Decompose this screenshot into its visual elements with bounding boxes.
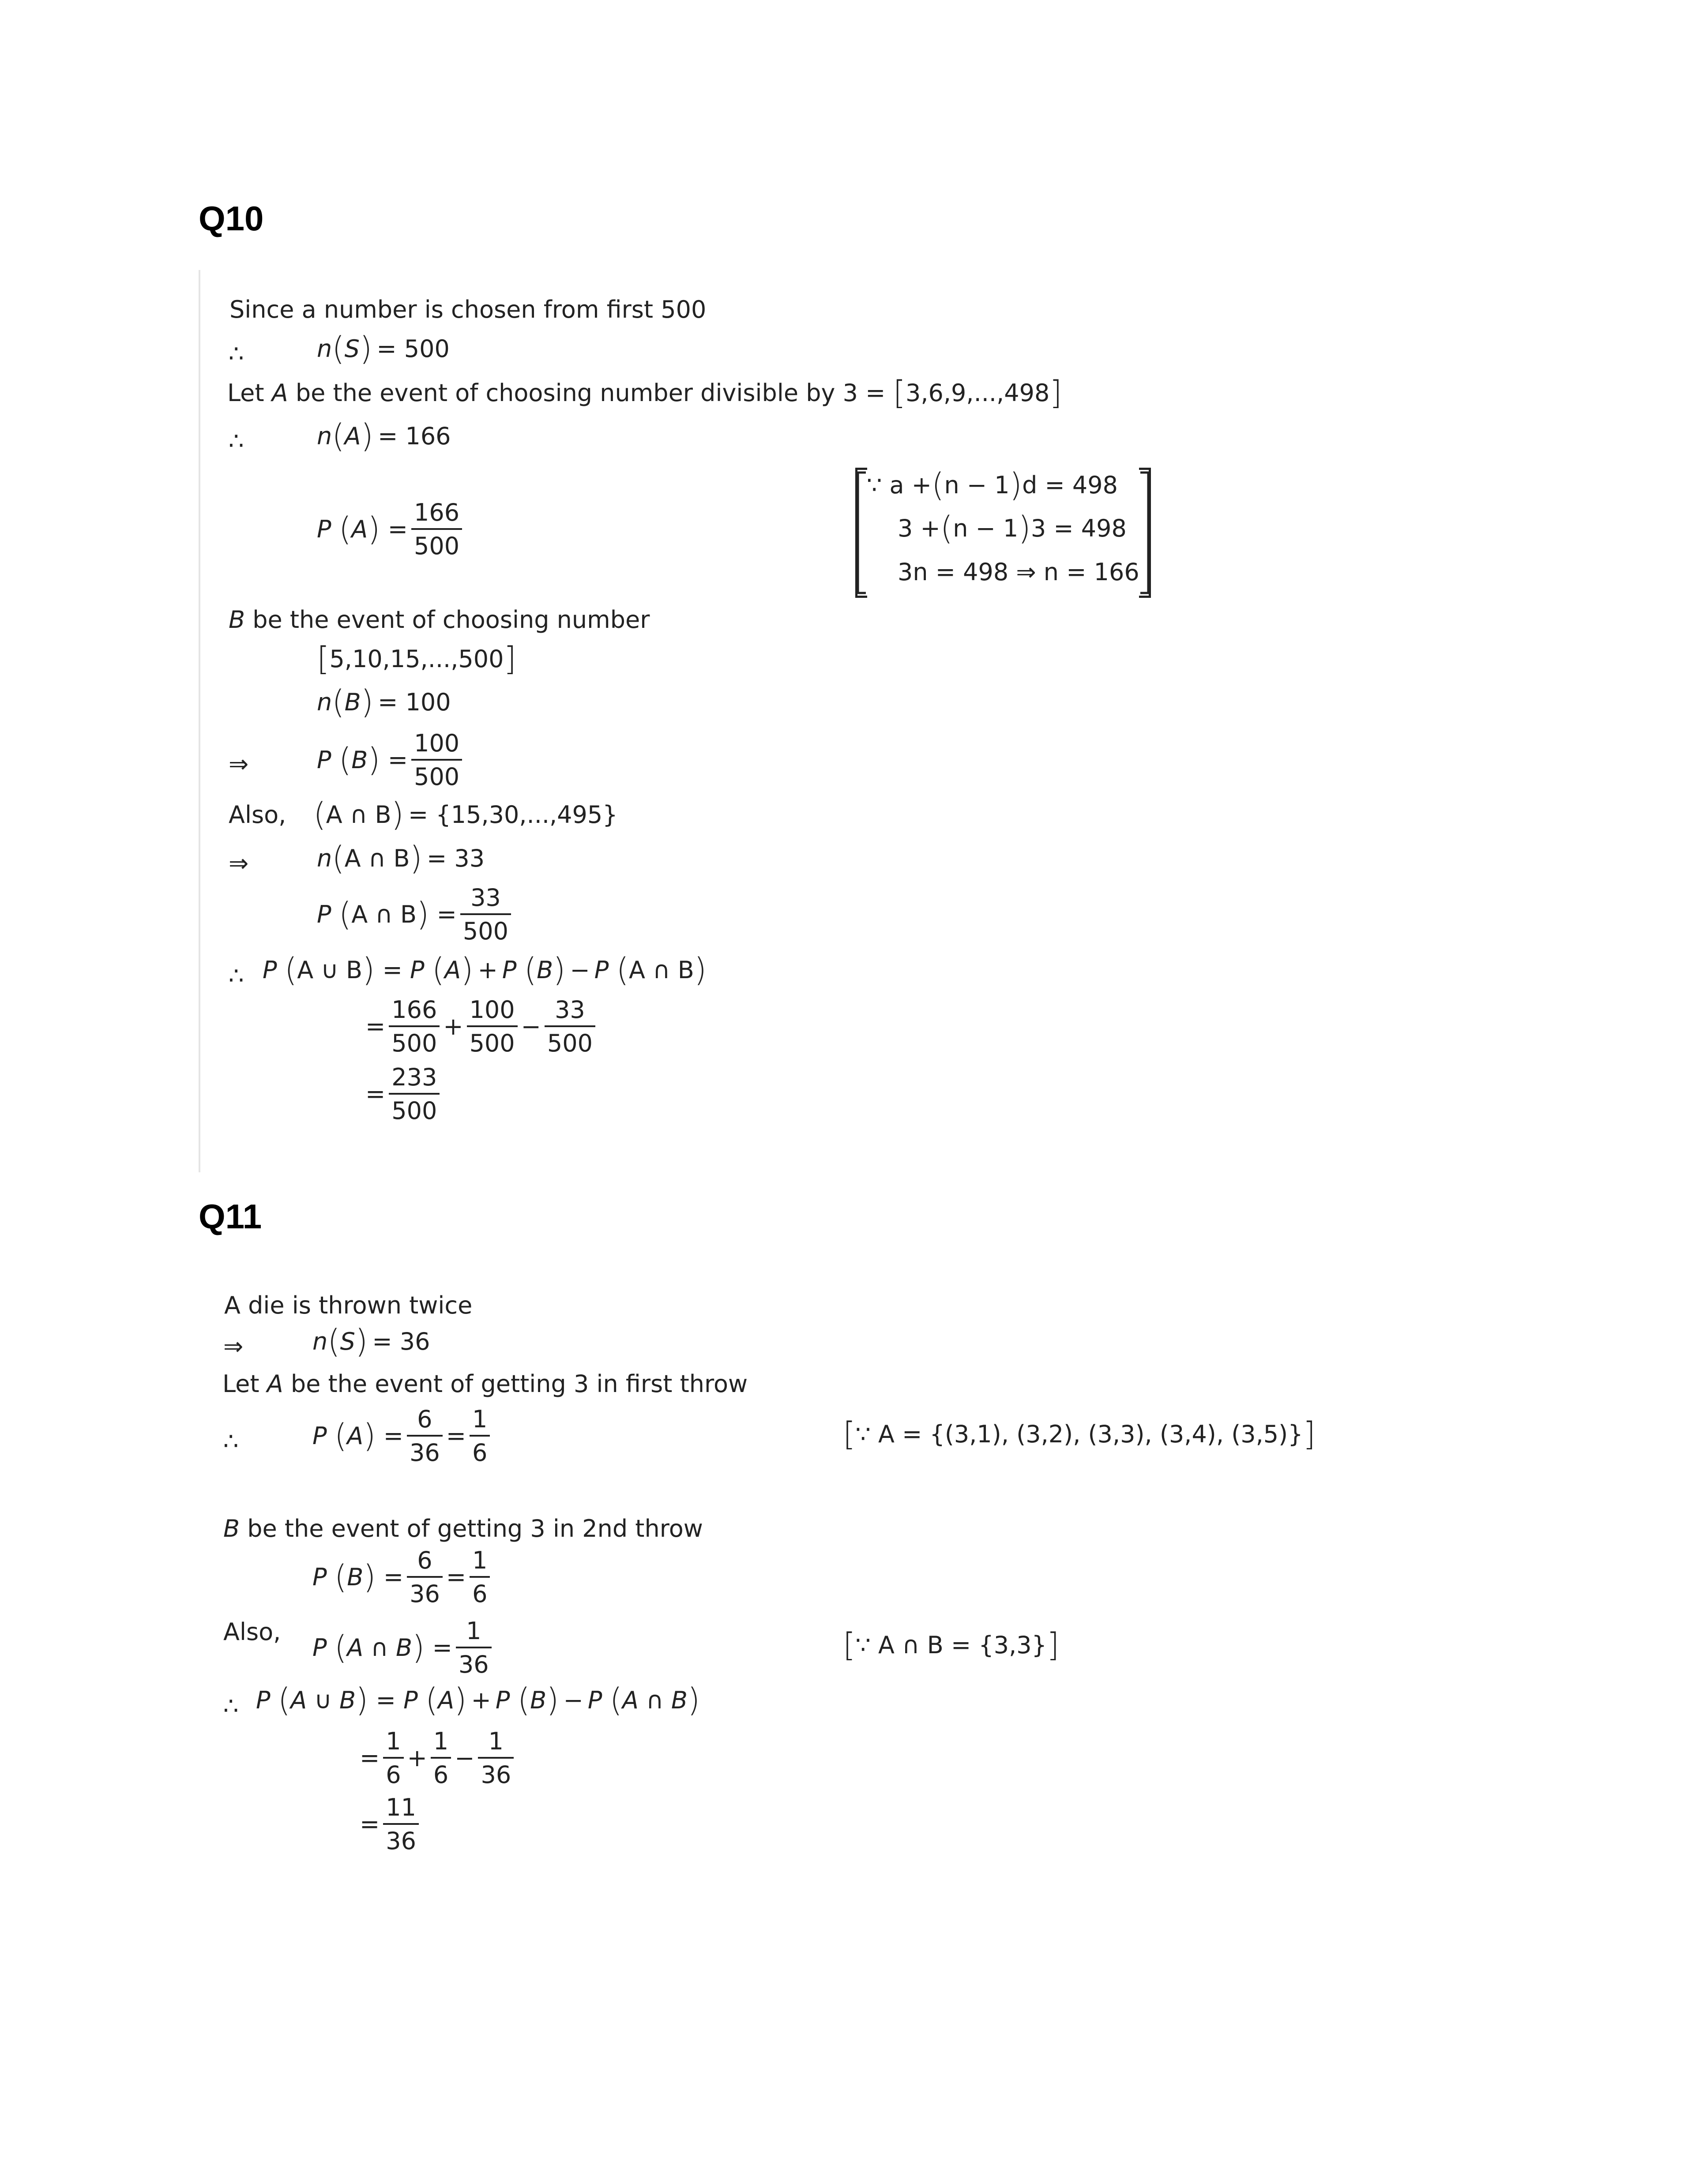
q10-nA-value: = 166 bbox=[378, 422, 451, 450]
q10-side-note bbox=[855, 466, 1151, 596]
q10-set-B: 5,10,15,...,500 bbox=[329, 645, 504, 673]
q10-also: Also, bbox=[229, 801, 286, 829]
q10-set-B-row: [ 5,10,15,...,500 ] bbox=[317, 640, 516, 678]
q10-side-line-1: ∵ a + ( n − 1 ) d = 498 bbox=[867, 466, 1118, 504]
q10-line-3: Let A be the event of choosing number divisible by 3 = [ 3,6,9,...,498 ] bbox=[227, 374, 1062, 412]
q10-nAnB: n ( A ∩ B ) = 33 bbox=[317, 840, 485, 877]
q10-therefore-3: ∴ bbox=[229, 962, 244, 990]
q10-PAnB: P ( A ∩ B ) = $\frac{33}{500}$ bbox=[317, 886, 515, 943]
q10-nS: n ( S ) = 500 bbox=[317, 330, 450, 368]
q10-line-B bbox=[229, 608, 650, 632]
q10-PA-fraction: $\frac{166}{500}$ bbox=[411, 501, 462, 558]
q10-AnB-set: = {15,30,...,495} bbox=[408, 801, 618, 829]
q10-title: Q10 bbox=[199, 199, 264, 238]
q11-side-A: [ ∵ A = {(3,1), (3,2), (3,3), (3,4), (3,5)} ] bbox=[843, 1415, 1316, 1453]
q11-PA: P ( A ) = $\frac{6}{36}$ = $\frac{1}{6}$ bbox=[312, 1407, 493, 1465]
q11-nS-value: = 36 bbox=[372, 1328, 430, 1356]
q11-final-answer: $\frac{11}{36}$ bbox=[383, 1796, 419, 1853]
q11-result-1: = $\frac{1}{6}$ + $\frac{1}{6}$ − $\frac{1}{36}$ bbox=[360, 1730, 517, 1787]
q11-nS: n ( S ) = 36 bbox=[312, 1323, 430, 1360]
q11-event-A-desc: be the event of getting 3 in first throw bbox=[290, 1370, 748, 1398]
q11-event-B-desc: be the event of getting 3 in 2nd throw bbox=[247, 1515, 703, 1542]
q11-side-AnB: [ ∵ A ∩ B = {3,3} ] bbox=[843, 1626, 1060, 1664]
q10-implies-2: ⇒ bbox=[229, 849, 249, 877]
q10-event-A-desc: be the event of choosing number divisible by 3 = bbox=[295, 379, 886, 407]
q11-therefore-2: ∴ bbox=[223, 1692, 239, 1720]
q10-PB: P ( B ) = $\frac{100}{500}$ bbox=[317, 732, 466, 789]
q10-PA: P ( A ) = $\frac{166}{500}$ bbox=[317, 501, 466, 558]
q10-therefore-1: ∴ bbox=[229, 340, 244, 368]
q10-let: Let bbox=[227, 379, 264, 407]
q10-result-1: = $\frac{166}{500}$ + $\frac{100}{500}$ − $\frac{33}{500}$ bbox=[365, 998, 599, 1055]
q10-union-formula: P ( A ∪ B ) = P ( A ) + P ( B ) − P ( A ∩ B ) bbox=[263, 951, 707, 989]
q10-result-2: = $\frac{233}{500}$ bbox=[365, 1066, 443, 1123]
q10-PB-fraction: $\frac{100}{500}$ bbox=[411, 732, 462, 789]
q10-implies-1: ⇒ bbox=[229, 750, 249, 778]
q10-final-answer: $\frac{233}{500}$ bbox=[389, 1066, 440, 1123]
q11-also-row: Also, bbox=[223, 1618, 281, 1646]
q10-event-B-desc: be the event of choosing number bbox=[252, 606, 650, 634]
q10-line-1 bbox=[229, 298, 706, 322]
q10-left-rule bbox=[199, 270, 200, 1172]
q11-result-2: = $\frac{11}{36}$ bbox=[360, 1796, 422, 1853]
q11-line-3: Let A be the event of getting 3 in first throw bbox=[222, 1370, 748, 1398]
q10-therefore-2: ∴ bbox=[229, 427, 244, 455]
q11-line-B: B be the event of getting 3 in 2nd throw bbox=[223, 1515, 703, 1542]
q10-PAnB-fraction: $\frac{33}{500}$ bbox=[460, 886, 511, 943]
q10-set-A: 3,6,9,...,498 bbox=[906, 379, 1050, 407]
q10-side-line-3: 3n = 498 ⇒ n = 166 bbox=[898, 558, 1139, 586]
q10-intro-text: Since a number is chosen from first 500 bbox=[229, 296, 707, 323]
q10-nB: n ( B ) = 100 bbox=[317, 683, 451, 721]
q11-union-formula: P ( A ∪ B ) = P ( A ) + P ( B ) − P ( A ∩ B ) bbox=[256, 1681, 700, 1719]
q10-nAnB-value: = 33 bbox=[426, 844, 485, 873]
q10-B-symbol: B bbox=[229, 606, 245, 634]
q11-line-1 bbox=[224, 1291, 473, 1319]
q11-title: Q11 bbox=[199, 1197, 262, 1236]
q10-side-line-2: 3 + ( n − 1 ) 3 = 498 bbox=[898, 510, 1127, 547]
q11-PAnB: P ( A ∩ B ) = $\frac{1}{36}$ bbox=[312, 1619, 495, 1677]
q11-intro-text: A die is thrown twice bbox=[224, 1291, 473, 1319]
q10-n-symbol: n bbox=[317, 335, 332, 363]
q10-S-symbol: S bbox=[344, 335, 360, 363]
q11-PB: P ( B ) = $\frac{6}{36}$ = $\frac{1}{6}$ bbox=[312, 1549, 493, 1606]
q11-implies: ⇒ bbox=[223, 1332, 244, 1360]
q10-nS-value: = 500 bbox=[376, 335, 450, 363]
q10-nB-value: = 100 bbox=[378, 688, 451, 717]
q10-also-row: Also, ( A ∩ B ) = {15,30,...,495} bbox=[229, 796, 618, 833]
q11-PAnB-fraction: $\frac{1}{36}$ bbox=[456, 1619, 492, 1677]
q10-nA: n ( A ) = 166 bbox=[317, 417, 451, 455]
q11-therefore-1: ∴ bbox=[223, 1427, 239, 1455]
q10-A-symbol: A bbox=[271, 379, 288, 407]
